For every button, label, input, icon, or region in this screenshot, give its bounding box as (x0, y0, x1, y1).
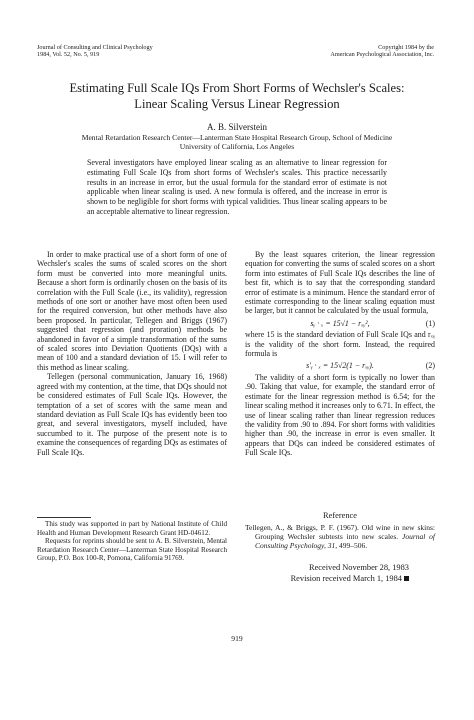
equation-2-expression: s′ᵧ · ₓ = 15√2(1 − rₓᵧ). (306, 361, 374, 371)
reference-pages: 499–506. (338, 541, 368, 551)
equation-2 (245, 361, 435, 370)
affiliation-line-1: Mental Retardation Research Center—Lanterman State Hospital Research Group, School of Medicine (81, 133, 393, 142)
body-paragraph: where 15 is the standard deviation of Full Scale IQs and rₓᵧ is the validity of the short form. Instead, the required formula is (245, 330, 435, 359)
journal-header (37, 44, 153, 59)
reference-heading: Reference (323, 511, 357, 520)
copyright-line: Copyright 1984 by the (378, 44, 434, 51)
journal-volume: 1984, Vol. 52, No. 5, 919 (37, 51, 100, 59)
body-paragraph: Tellegen (personal communication, January 16, 1968) agreed with my contention, at the time, that DQs should not be considered estimates of Full Scale IQs. However, the temptation of a set of scores with the same mean and standard deviation as Full Scale IQs has evidently been too great, and several investigators, myself included, have succumbed to it. The purpose of the present note is to examine the consequences of regarding DQs as estimates of Full Scale IQs. (37, 372, 227, 457)
body-paragraph: By the least squares criterion, the linear regression equation for converting the sums of scaled scores on a short form into estimates of Full Scale IQs describes the line of best fit, which is to say that the corresponding standard error of estimate is a minimum. Hence the standard error of estimate corresponding to the linear scaling equation must be larger, but it cannot be calculated by the usual formula, (245, 250, 435, 316)
page-number: 919 (231, 634, 243, 643)
equation-2-number: (2) (425, 361, 435, 371)
publisher-line: American Psychological Association, Inc. (330, 51, 434, 59)
title-line-2: Linear Scaling Versus Linear Regression (134, 96, 340, 111)
equation-1-expression: sᵧ · ₓ = 15√1 − rₓᵧ², (310, 318, 370, 328)
revision-date (245, 573, 409, 584)
revision-date-text: Revision received March 1, 1984 (290, 574, 402, 583)
reference-journal: Journal of Consulting Psychology, 31, (255, 532, 435, 551)
author-affiliation (30, 133, 444, 152)
equation-1 (245, 319, 435, 328)
reference-entry (245, 523, 435, 550)
funding-note: This study was supported in part by National Institute of Child Health and Human Development Research Grant HD-04612. (37, 520, 227, 537)
equation-1-number: (1) (425, 318, 435, 328)
body-paragraph: The validity of a short form is typically no lower than .90. Taking that value, for example, the standard error of estimate for the linear regression method is 6.54; for the linear scaling method it increases only to 6.71. In effect, the use of linear scaling rather than linear regression reduces the validity from .90 to .894. For short forms with validities higher than .90, the increase in error is even smaller. It appears that DQs can indeed be considered estimates of Full Scale IQs. (245, 372, 435, 458)
body-column-right (245, 250, 435, 458)
copyright-header (330, 44, 434, 59)
received-date: Received November 28, 1983 (308, 563, 409, 572)
body-column-left (37, 250, 227, 457)
reference-authors: Tellegen, A., & Briggs, P. F. (1967). Old wine in new skins: Grouping Wechsler subtests into new scales. (245, 523, 435, 542)
received-dates (245, 562, 435, 584)
title-line-1: Estimating Full Scale IQs From Short Forms of Wechsler's Scales: (69, 81, 405, 95)
journal-name: Journal of Consulting and Clinical Psychology (37, 44, 153, 51)
body-paragraph: In order to make practical use of a short form of one of Wechsler's scales the sums of scaled scores on the short form must be converted into more meaningful units. Because a short form is ordinarily chosen on the basis of its correlation with the Full Scale (i.e., its validity), regression methods of one sort or another have most often been used for the required conversion, but other methods have also been proposed. In particular, Tellegen and Briggs (1967) suggested that regression (and proration) methods be abandoned in favor of a simple transformation of the sums of scaled scores into Deviation Quotients (DQs) with a mean of 100 and a standard deviation of 15. I will refer to this method as linear scaling. (37, 250, 227, 372)
abstract: Several investigators have employed linear scaling as an alternative to linear regression for estimating Full Scale IQs from short forms of Wechsler's scales. This practice necessarily results in an increase in error, but the usual formula for the standard error of estimate is not applicable when linear scaling is used. A new formula is offered, and the increase in error is shown to be negligible for short forms with typical validities. Thus linear scaling appears to be an acceptable alternative to linear regression. (87, 158, 387, 216)
end-mark-icon (404, 576, 409, 581)
author-name: A. B. Silverstein (207, 122, 267, 132)
footnotes (37, 520, 227, 563)
reprint-note: Requests for reprints should be sent to A. B. Silverstein, Mental Retardation Research Center—Lanterman State Hospital Research Group, P.O. Box 100-R, Pomona, California 91769. (37, 537, 227, 563)
article-title (30, 81, 444, 112)
footnote-divider (37, 517, 91, 518)
affiliation-line-2: University of California, Los Angeles (179, 142, 295, 152)
